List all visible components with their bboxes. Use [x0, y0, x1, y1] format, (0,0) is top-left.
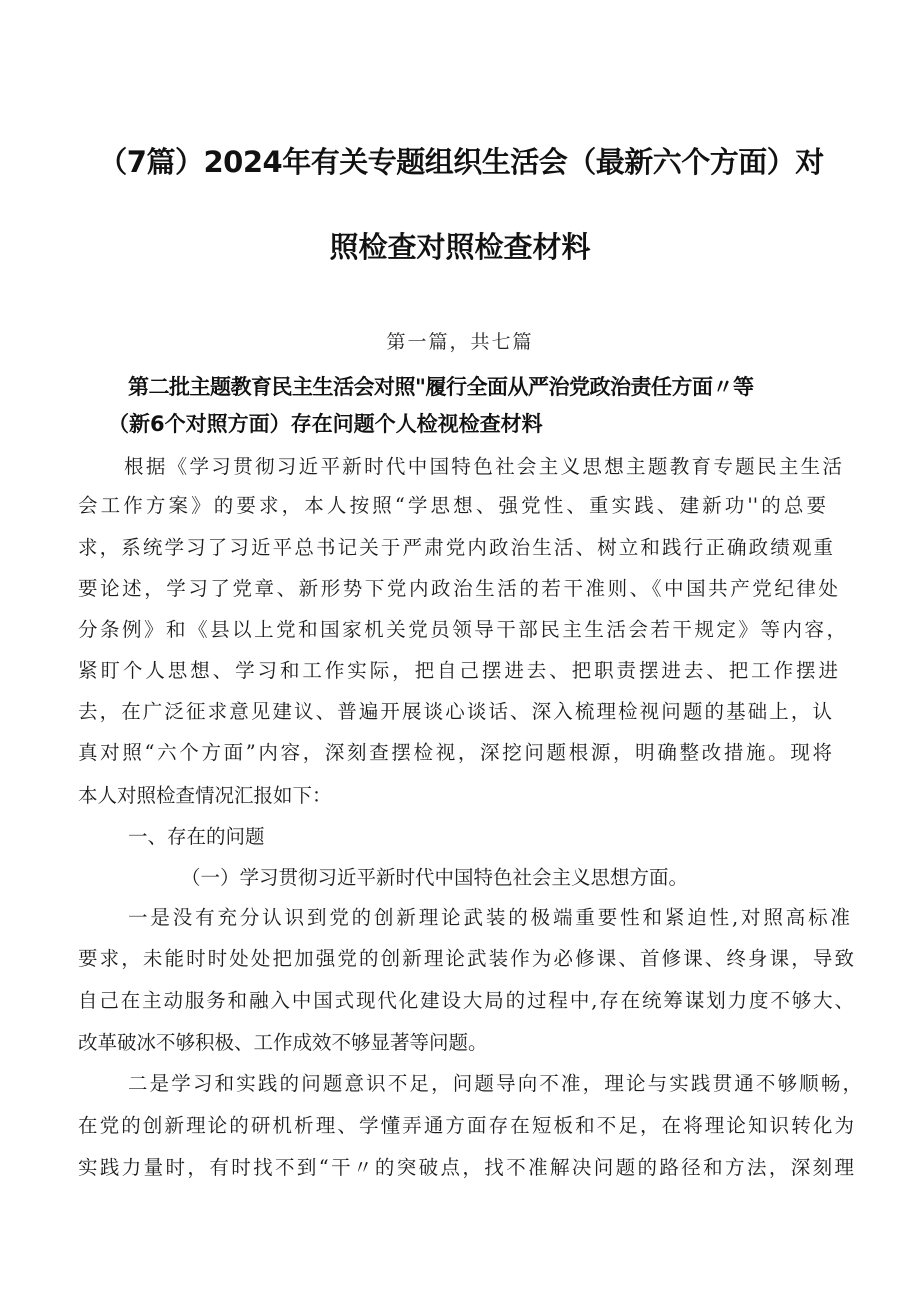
section-heading-problems: 一、存在的问题 — [128, 825, 265, 848]
paragraph-1-line: 紧盯个人思想、学习和工作实际，把自己摆进去、把职责摆进去、把工作摆进 — [78, 659, 838, 682]
paragraph-1-line: 去，在广泛征求意见建议、普遍开展谈心谈话、深入梳理检视问题的基础上，认 — [78, 700, 832, 723]
paragraph-1-line: 分条例》和《县以上党和国家机关党员领导干部民主生活会若干规定》等内容， — [78, 618, 846, 641]
article-heading-line-1: 第二批主题教育民主生活会对照"履行全面从严治党政治责任方面〃等 — [128, 375, 754, 399]
paragraph-1-line: 根据《学习贯彻习近平新时代中国特色社会主义思想主题教育专题民主生活 — [124, 455, 842, 478]
paragraph-2-line: 一是没有充分认识到党的创新理论武装的极端重要性和紧迫性,对照高标准 — [128, 906, 850, 929]
paragraph-2-line: 改革破冰不够积极、工作成效不够显著等问题。 — [78, 1031, 488, 1054]
paragraph-1-line: 会工作方案》的要求，本人按照“学思想、强党性、重实践、建新功''的总要 — [78, 494, 826, 517]
paragraph-3-line: 实践力量时，有时找不到“干〃的突破点，找不准解决问题的路径和方法，深刻理 — [78, 1156, 854, 1179]
paragraph-3-line: 在党的创新理论的研机析理、学懂弄通方面存在短板和不足，在将理论知识转化为 — [78, 1114, 854, 1137]
paragraph-2-line: 要求，未能时时处处把加强党的创新理论武装作为必修课、首修课、终身课，导致 — [78, 947, 854, 970]
article-counter: 第一篇，共七篇 — [386, 331, 534, 353]
paragraph-3-line: 二是学习和实践的问题意识不足，问题导向不准，理论与实践贯通不够顺畅， — [128, 1072, 862, 1095]
paragraph-2-line: 自己在主动服务和融入中国式现代化建设大局的过程中,存在统筹谋划力度不够大、 — [78, 989, 854, 1012]
document-title-line-1: （7篇）2024年有关专题组织生活会（最新六个方面）对 — [98, 145, 824, 179]
paragraph-1-line: 要论述，学习了党章、新形势下党内政治生活的若干准则、《中国共产党纪律处 — [78, 577, 838, 600]
subsection-heading-1: （一）学习贯彻习近平新时代中国特色社会主义思想方面。 — [181, 866, 689, 889]
article-heading-line-2: （新6个对照方面）存在问题个人检视检查材料 — [108, 412, 543, 436]
paragraph-1-line: 真对照“六个方面”内容，深刻查摆检视，深挖问题根源，明确整改措施。现将 — [78, 741, 832, 764]
paragraph-1-line: 求，系统学习了习近平总书记关于严肃党内政治生活、树立和践行正确政绩观重 — [78, 536, 833, 559]
paragraph-1-line: 本人对照检查情况汇报如下： — [78, 784, 332, 807]
document-title-line-2: 照检查对照检查材料 — [329, 230, 591, 264]
